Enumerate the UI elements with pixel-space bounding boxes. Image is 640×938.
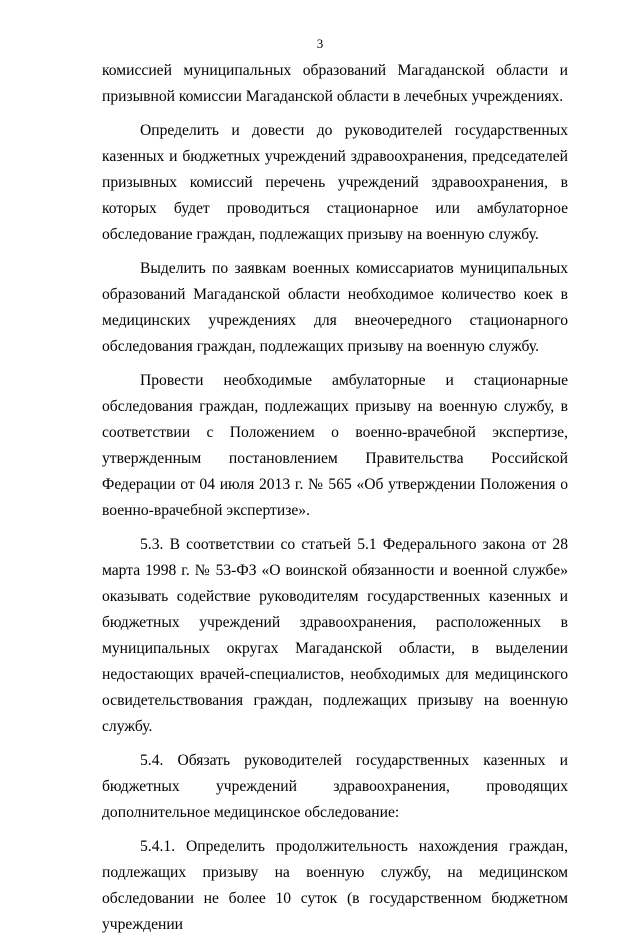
paragraph-5-3: 5.3. В соответствии со статьей 5.1 Федерального закона от 28 марта 1998 г. № 53-ФЗ «О воинской обязанности и военной службе» оказывать содействие руководителям государственных казенных и бюджетных учреждений здравоохранения, расположенных в муниципальных округах Магаданской области, в выделении недостающих врачей-специалистов, необходимых для медицинского освидетельствования граждан, подлежащих призыву на военную службу. (102, 536, 568, 735)
paragraph-define-list: Определить и довести до руководителей государственных казенных и бюджетных учреждений здравоохранения, председателей призывных комиссий перечень учреждений здравоохранения, в которых будет проводиться стационарное или амбулаторное обследование граждан, подлежащих призыву на военную службу. (102, 122, 568, 243)
paragraph-allocate-beds: Выделить по заявкам военных комиссариатов муниципальных образований Магаданской области необходимое количество коек в медицинских учреждениях для внеочередного стационарного обследования граждан, подлежащих призыву на военную службу. (102, 260, 568, 355)
paragraph-continuation: комиссией муниципальных образований Магаданской области и призывной комиссии Магаданской области в лечебных учреждениях. (102, 62, 568, 105)
paragraph-5-4: 5.4. Обязать руководителей государственных казенных и бюджетных учреждений здравоохранения, проводящих дополнительное медицинское обследование: (102, 752, 568, 821)
page-number: 3 (316, 36, 324, 51)
paragraph-conduct-exams: Провести необходимые амбулаторные и стационарные обследования граждан, подлежащих призыву на военную службу, в соответствии с Положением о военно-врачебной экспертизе, утвержденным постановлением Правительства Российской Федерации от 04 июля 2013 г. № 565 «Об утверждении Положения о военно-врачебной экспертизе». (102, 372, 568, 519)
document-body (102, 58, 568, 938)
paragraph-5-4-1: 5.4.1. Определить продолжительность нахождения граждан, подлежащих призыву на военную службу, на медицинском обследовании не более 10 суток (в государственном бюджетном учреждении (102, 838, 568, 933)
